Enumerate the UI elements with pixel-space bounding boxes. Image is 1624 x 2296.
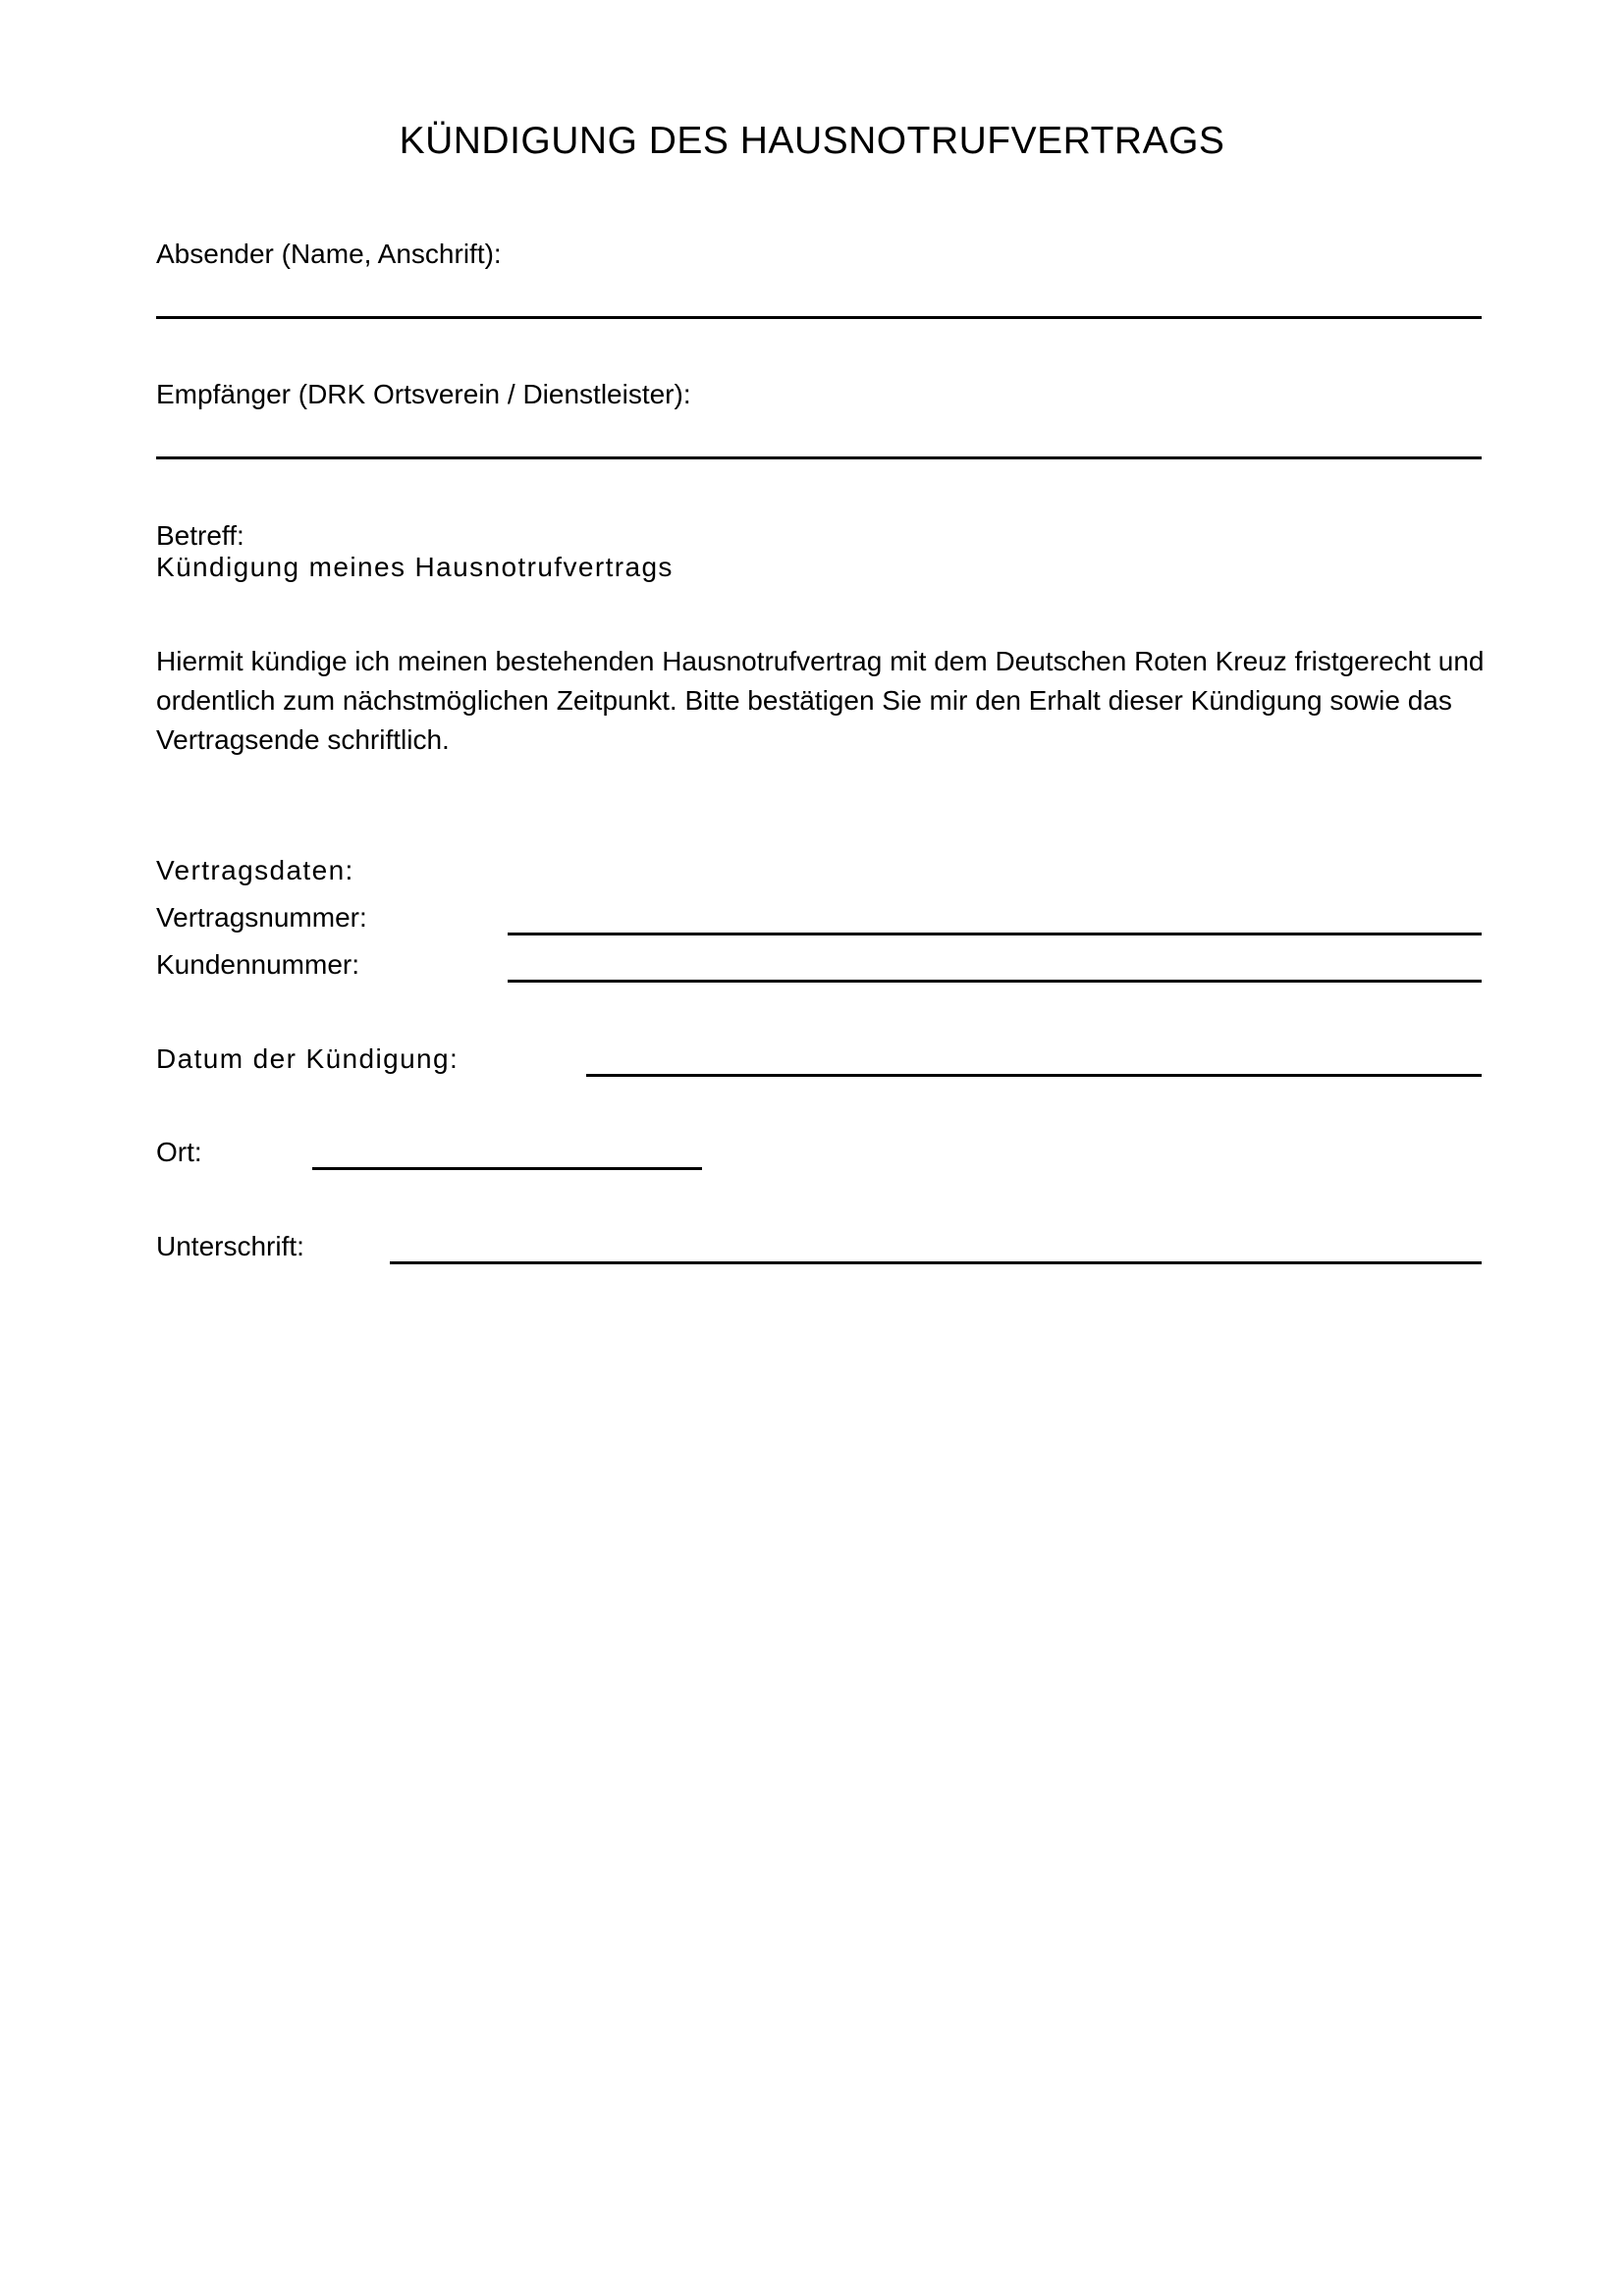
subject-label: Betreff: <box>156 520 244 551</box>
subject-text: Kündigung meines Hausnotrufvertrags <box>156 552 674 582</box>
body-paragraph: Hiermit kündige ich meinen bestehenden Hausnotrufvertrag mit dem Deutschen Roten Kreuz fristgerecht und ordentlich zum nächstmöglichen Zeitpunkt. Bitte bestätigen Sie mir den Erhalt dieser Kündigung sowie das Vertragsende schriftlich. <box>156 646 1485 755</box>
signature-line[interactable] <box>390 1261 1482 1264</box>
contract-number-line[interactable] <box>508 933 1482 935</box>
recipient-label: Empfänger (DRK Ortsverein / Dienstleister): <box>156 379 691 409</box>
place-line[interactable] <box>312 1167 702 1170</box>
contract-data-label: Vertragsdaten: <box>156 855 354 885</box>
termination-date-line[interactable] <box>586 1074 1482 1077</box>
recipient-line[interactable] <box>156 456 1482 459</box>
customer-number-line[interactable] <box>508 980 1482 983</box>
customer-number-label: Kundennummer: <box>156 949 360 980</box>
termination-date-label: Datum der Kündigung: <box>156 1043 460 1074</box>
sender-line[interactable] <box>156 316 1482 319</box>
sender-label: Absender (Name, Anschrift): <box>156 239 502 269</box>
contract-number-label: Vertragsnummer: <box>156 902 367 933</box>
place-label: Ort: <box>156 1137 202 1167</box>
signature-label: Unterschrift: <box>156 1231 304 1261</box>
document-title: KÜNDIGUNG DES HAUSNOTRUFVERTRAGS <box>399 120 1225 162</box>
